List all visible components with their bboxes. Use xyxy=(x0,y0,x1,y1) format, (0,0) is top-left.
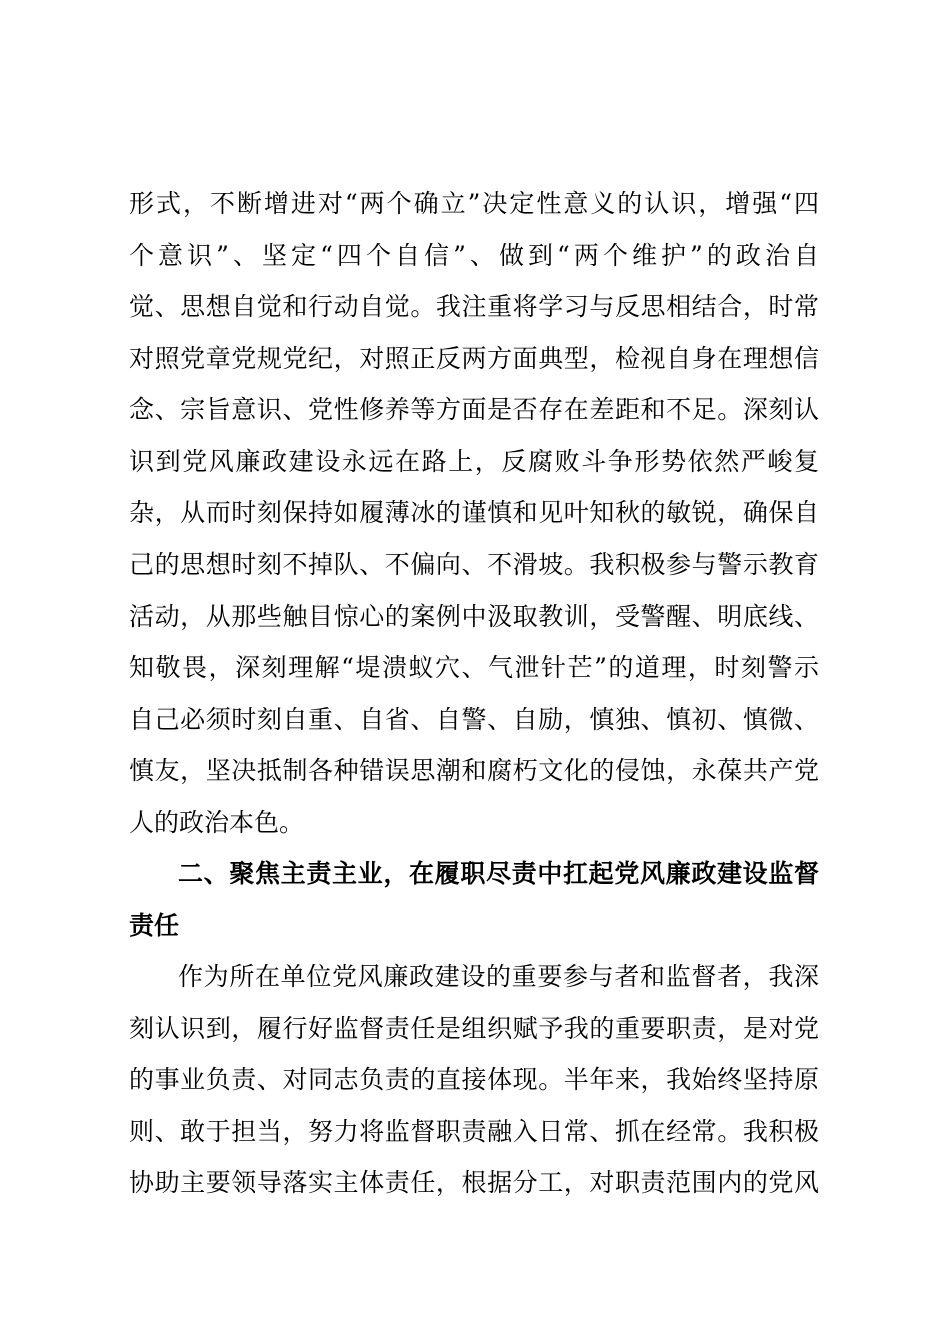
paragraph-first-line: 作为所在单位党风廉政建设的重要参与者和监督者，我深 xyxy=(178,962,819,991)
body-text-line: 己的思想时刻不掉队、不偏向、不滑坡。我积极参与警示教育 xyxy=(129,550,819,579)
body-text-line: 人的政治本色。 xyxy=(129,808,305,837)
section-heading: 二、聚焦主责主业，在履职尽责中扛起党风廉政建设监督 xyxy=(178,859,819,888)
body-text-line: 协助主要领导落实主体责任，根据分工，对职责范围内的党风 xyxy=(129,1168,819,1197)
body-text-line: 个意识”、坚定“四个自信”、做到“两个维护”的政治自 xyxy=(129,241,819,270)
body-text-line: 则、敢于担当，努力将监督职责融入日常、抓在经常。我积极 xyxy=(129,1117,819,1146)
body-text-line: 念、宗旨意识、党性修养等方面是否存在差距和不足。深刻认 xyxy=(129,395,819,424)
body-text-line: 自己必须时刻自重、自省、自警、自励，慎独、慎初、慎微、 xyxy=(129,705,819,734)
body-text-line: 杂，从而时刻保持如履薄冰的谨慎和见叶知秋的敏锐，确保自 xyxy=(129,498,819,527)
body-text-line: 慎友，坚决抵制各种错误思潮和腐朽文化的侵蚀，永葆共产党 xyxy=(129,756,819,785)
body-text-line: 形式，不断增进对“两个确立”决定性意义的认识，增强“四 xyxy=(129,189,819,218)
body-text-line: 觉、思想自觉和行动自觉。我注重将学习与反思相结合，时常 xyxy=(129,292,819,321)
body-text-line: 知敬畏，深刻理解“堤溃蚁穴、气泄针芒”的道理，时刻警示 xyxy=(129,653,819,682)
body-text-line: 活动，从那些触目惊心的案例中汲取教训，受警醒、明底线、 xyxy=(129,602,819,631)
section-heading-continued: 责任 xyxy=(129,911,180,940)
body-text-line: 识到党风廉政建设永远在路上，反腐败斗争形势依然严峻复 xyxy=(129,447,819,476)
body-text-line: 对照党章党规党纪，对照正反两方面典型，检视自身在理想信 xyxy=(129,344,819,373)
body-text-line: 的事业负责、对同志负责的直接体现。半年来，我始终坚持原 xyxy=(129,1065,819,1094)
body-text-line: 刻认识到，履行好监督责任是组织赋予我的重要职责，是对党 xyxy=(129,1014,819,1043)
